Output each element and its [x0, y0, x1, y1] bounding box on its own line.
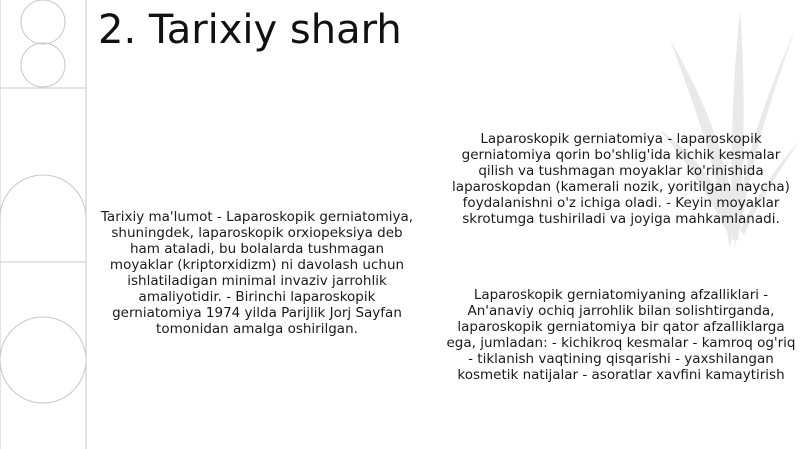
decor-circle — [21, 0, 65, 44]
history-paragraph: Tarixiy ma'lumot - Laparoskopik gerniatomiya, shuningdek, laparoskopik orxiopeksiya deb ham ataladi, bu bolalarda tushmagan moyaklar (kriptorxidizm) ni davolash uchun ishlatiladigan minimal invaziv jarrohlik amaliyotidir. - Birinchi laparoskopik gerniatomiya 1974 yilda Parijlik Jorj Sayfan tomonidan amalga oshirilgan. — [100, 209, 414, 337]
decor-arch — [0, 317, 86, 449]
decor-arc — [0, 360, 86, 403]
advantages-paragraph: Laparoskopik gerniatomiyaning afzalliklari - An'anaviy ochiq jarrohlik bilan solishtirganda, laparoskopik gerniatomiya bir qator afzalliklarga ega, jumladan: - kichikroq kesmalar - kamroq og'riq - tiklanish vaqtining qisqarishi - yaxshilangan kosmetik natijalar - asoratlar xavfini kamaytirish — [446, 287, 796, 383]
procedure-paragraph: Laparoskopik gerniatomiya - laparoskopik gerniatomiya qorin bo'shlig'ida kichik kesmalar qilish va tushmagan moyaklar ko'rinishida laparoskopdan (kamerali nozik, yoritilgan naycha) foydalanishni o'z ichiga oladi. - Keyin moyaklar skrotumga tushiriladi va joyiga mahkamlanadi. — [452, 131, 790, 227]
page-title: 2. Tarixiy sharh — [98, 7, 402, 53]
decor-arch — [0, 175, 86, 262]
decor-circle — [21, 43, 65, 87]
